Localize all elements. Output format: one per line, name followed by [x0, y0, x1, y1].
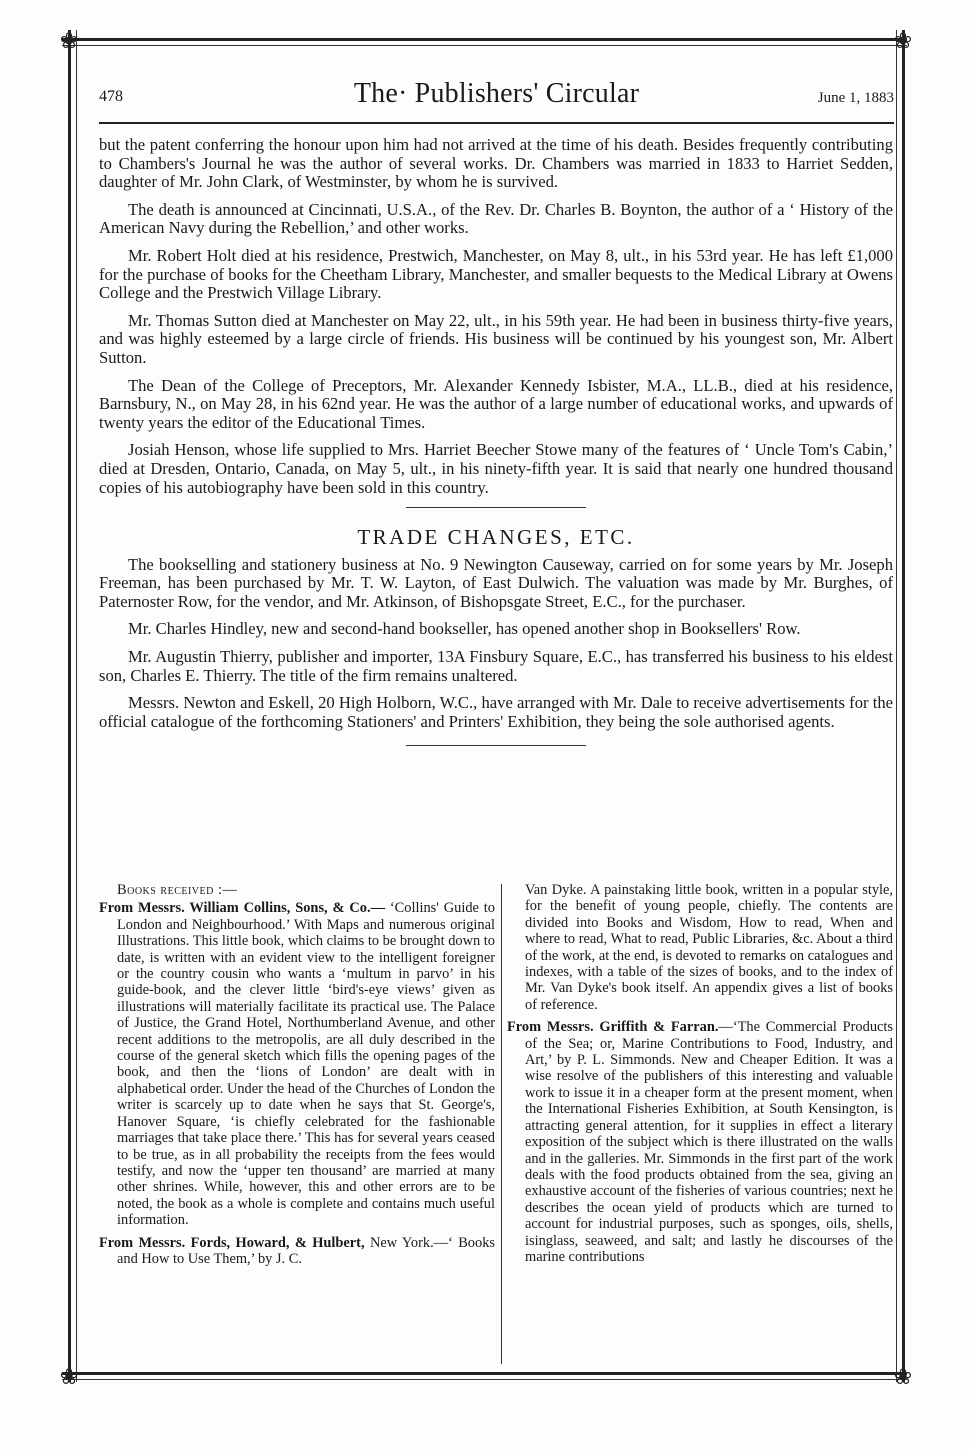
corner-ornament-icon: ❀: [893, 28, 913, 53]
section-divider: [406, 745, 586, 746]
column-divider: [501, 884, 502, 1364]
book-entry: [99, 1235, 495, 1268]
book-description: Van Dyke. A painstaking little book, written in a popular style, for the benefit of young people, chiefly. The contents are divided into Books and Wisdom, How to read, When and where to read, What to read, Public Libraries, &c. About a third of the work, at the end, is devoted to remarks on catalogues and indexes, with a table of the sizes of books, and to the index of Mr. Van Dyke's book itself. An appendix gives a list of books of reference.: [525, 882, 893, 1013]
main-column: [99, 136, 893, 766]
border-top: [62, 38, 907, 41]
trade-paragraph: The bookselling and stationery business at No. 9 Newington Causeway, carried on for some years by Mr. Joseph Freeman, has been purchased by Mr. T. W. Layton, of East Dulwich. The valuation was made by Mr. Burghes, of Paternoster Row, for the vendor, and Mr. Atkinson, of Bishopsgate Street, E.C., for the purchaser.: [99, 554, 893, 611]
publisher-name: From Messrs. William Collins, Sons, & Co.—: [99, 900, 385, 917]
obituary-paragraph: Mr. Robert Holt died at his residence, Prestwich, Manchester, on May 8, ult., in his 53rd year. He has left £1,000 for the purchase of books for the Cheetham Library, Manchester, and smaller bequests to the Medical Library at Owens College and the Prestwich Village Library.: [99, 245, 893, 303]
corner-ornament-icon: ❀: [59, 28, 79, 53]
book-description: ‘Collins' Guide to London and Neighbourhood.’ With Maps and numerous original Illustrations. This little book, which claims to be brought down to date, is written with an evident view to the intelligent foreigner or the country cousin who wants a ‘multum in parvo’ in his guide-book, and the clever little ‘bird's-eye views’ given as illustrations will materially facilitate its practical use. The Palace of Justice, the Grand Hotel, Northumberland Avenue, and other recent additions to the metropolis, are all duly described in the course of the general sketch which fills the opening pages of the book, and then the ‘lions of London’ are dealt with in alphabetical order. Under the head of the Churches of London the writer is scarcely up to date when he says that St. George's, Hanover Square, ‘is chiefly celebrated for the fashionable marriages that take place there.’ This has for several years ceased to be true, as in all probability the receipts from the fees would testify, and now the ‘upper ten thousand’ are married at many other shrines. While, however, this and other errors are to be noted, the book as a whole is complete and contains much useful information.: [117, 900, 495, 1229]
trade-paragraph: Mr. Augustin Thierry, publisher and importer, 13A Finsbury Square, E.C., has transferred his business to his eldest son, Charles E. Thierry. The title of the firm remains unaltered.: [99, 647, 893, 685]
publisher-name: From Messrs. Griffith & Farran.: [507, 1019, 719, 1036]
border-bottom-inner: [62, 1379, 907, 1380]
book-description: New York.—‘ Books and How to Use Them,’ by J. C.: [117, 1234, 495, 1267]
section-divider: [406, 507, 586, 508]
book-entry: [99, 900, 495, 1228]
obituary-paragraph: but the patent conferring the honour upon him had not arrived at the time of his death. Besides frequently contributing to Chambers's Journal he was the author of several works. Dr. Chambers was married in 1833 to Harriet Sedden, daughter of Mr. John Clark, of Westminster, by whom he is survived.: [99, 135, 893, 192]
book-entry: [507, 1019, 893, 1265]
obituary-paragraph: Josiah Henson, whose life supplied to Mrs. Harriet Beecher Stowe many of the features of ‘ Uncle Tom's Cabin,’ died at Dresden, Ontario, Canada, on May 5, ult., in his ninety-fifth year. It is said that nearly one hundred thousand copies of his autobiography have been sold in this country.: [99, 440, 893, 497]
journal-title: The· Publishers' Circular: [353, 78, 640, 109]
books-right-column: [507, 882, 893, 1271]
header-rule: [99, 122, 894, 124]
corner-ornament-icon: ❀: [59, 1364, 79, 1389]
obituary-paragraph: The Dean of the College of Preceptors, Mr. Alexander Kennedy Isbister, M.A., LL.B., died at his residence, Barnsbury, N., on May 28, in his 62nd year. He was the author of a large number of educational works, and upwards of twenty years the editor of the Educational Times.: [99, 375, 893, 432]
border-right-inner: [896, 30, 897, 1382]
obituary-paragraph: Mr. Thomas Sutton died at Manchester on May 22, ult., in his 59th year. He had been in business thirty-five years, and was highly esteemed by a large circle of friends. His business will be continued by his youngest son, Mr. Albert Sutton.: [99, 310, 893, 367]
books-heading: Books received :—: [117, 882, 238, 898]
obituary-paragraph: The death is announced at Cincinnati, U.S.A., of the Rev. Dr. Charles B. Boynton, the author of a ‘ History of the American Navy during the Rebellion,’ and other works.: [99, 199, 893, 238]
border-left: [68, 30, 71, 1382]
border-left-inner: [76, 30, 77, 1382]
book-description: —‘The Commercial Products of the Sea; or, Marine Contributions to Food, Industry, and Art,’ by P. L. Simmonds. New and Cheaper Edition. It was a wise resolve of the publishers of this interesting and valuable work to issue it in a cheaper form at the present moment, when the International Fisheries Exhibition, at South Kensington, is attracting general attention, for it supplies in effect a literary exposition of the subject which is there illustrated on the walls and in the galleries. Mr. Simmonds in the first part of the work deals with the food products obtained from the sea, giving an exhaustive account of the fisheries of various countries; next he describes the ocean yield of products which are turned to account for industrial purposes, such as sponges, oils, shells, isinglass, seaweed, and salt; and lastly he discourses of the marine contributions: [525, 1019, 894, 1265]
border-bottom: [62, 1372, 907, 1375]
page-number: 478: [99, 88, 123, 105]
section-title: TRADE CHANGES, ETC.: [357, 525, 635, 550]
issue-date: June 1, 1883: [817, 90, 894, 106]
border-top-inner: [62, 45, 907, 46]
books-left-column: [99, 882, 495, 1273]
publisher-name: From Messrs. Fords, Howard, & Hulbert,: [99, 1234, 365, 1251]
trade-paragraph: Mr. Charles Hindley, new and second-hand bookseller, has opened another shop in Booksellers' Row.: [128, 619, 801, 639]
trade-paragraph: Messrs. Newton and Eskell, 20 High Holborn, W.C., have arranged with Mr. Dale to receive advertisements for the official catalogue of the forthcoming Stationers' and Printers' Exhibition, they being the sole authorised agents.: [99, 693, 893, 731]
border-right: [902, 30, 905, 1382]
running-header: [99, 78, 894, 112]
corner-ornament-icon: ❀: [893, 1364, 913, 1389]
